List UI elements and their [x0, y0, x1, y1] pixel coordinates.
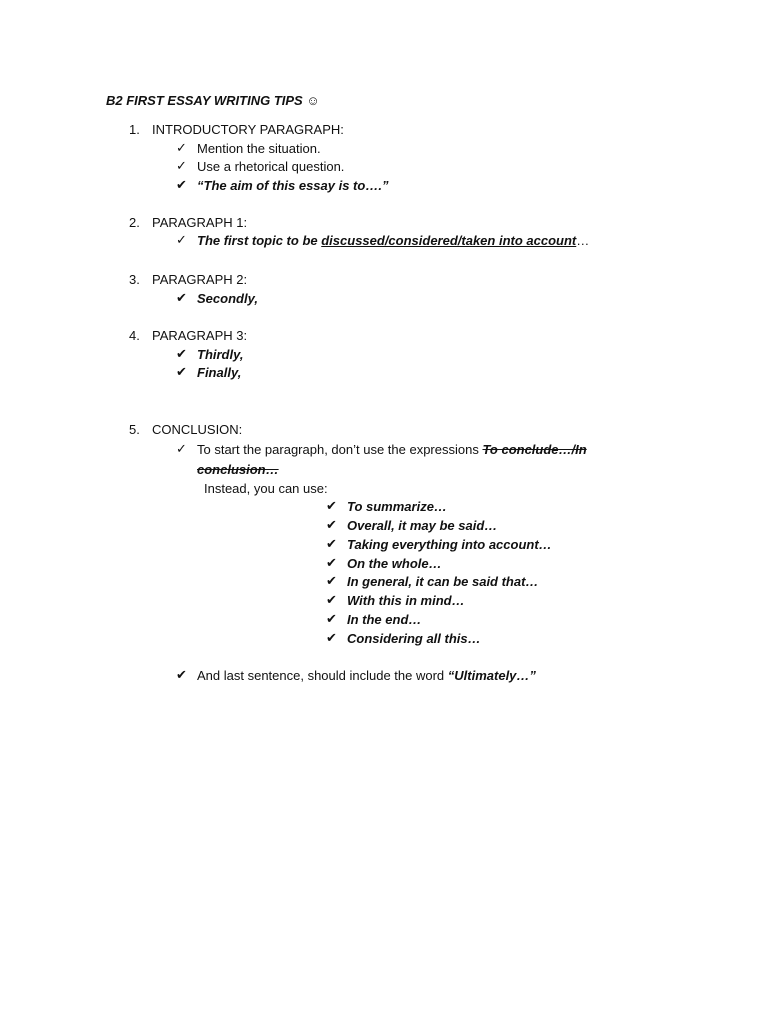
check-icon: ✔: [176, 365, 187, 380]
check-icon: ✔: [326, 537, 337, 552]
last-line-text: And last sentence, should include the word: [197, 668, 448, 683]
alternative-item: Overall, it may be said…: [347, 518, 498, 533]
section-5-start-text: To start the paragraph, don’t use the expressions: [197, 442, 483, 457]
instead-text: Instead, you can use:: [204, 481, 328, 496]
section-5-last-line: [197, 667, 536, 684]
check-icon: ✓: [176, 233, 187, 248]
alternative-item: To summarize…: [347, 499, 447, 514]
section-1-number: 1.: [129, 122, 140, 137]
alternative-item: In the end…: [347, 612, 422, 627]
section-1-item-2: Use a rhetorical question.: [197, 159, 345, 174]
section-1-heading: INTRODUCTORY PARAGRAPH:: [152, 122, 344, 137]
check-icon: ✓: [176, 141, 187, 156]
alternative-item: With this in mind…: [347, 593, 465, 608]
section-5-number: 5.: [129, 422, 140, 437]
alternative-item: Taking everything into account…: [347, 537, 552, 552]
section-3-item-1: Secondly,: [197, 291, 258, 306]
check-icon: ✔: [176, 291, 187, 306]
section-3-heading: PARAGRAPH 2:: [152, 272, 248, 287]
section-3-number: 3.: [129, 272, 140, 287]
section-1-item-1: Mention the situation.: [197, 141, 321, 156]
struck-expression-1: To conclude…/In: [482, 442, 587, 457]
section-1-item-3: “The aim of this essay is to….”: [197, 178, 389, 193]
section-2-item-prefix: The first topic to be: [197, 233, 322, 248]
struck-expression-2: conclusion…: [197, 462, 279, 477]
section-4-item-1: Thirdly,: [197, 347, 244, 362]
section-2-item-underlined: discussed/considered/taken into account: [321, 233, 577, 248]
check-icon: ✔: [326, 556, 337, 571]
section-2-heading: PARAGRAPH 1:: [152, 215, 248, 230]
check-icon: ✔: [326, 631, 337, 646]
alternative-item: On the whole…: [347, 556, 442, 571]
section-5-start-line: [197, 441, 587, 458]
check-icon: ✔: [176, 178, 187, 193]
check-icon: ✓: [176, 159, 187, 174]
check-icon: ✔: [176, 668, 187, 683]
alternative-item: Considering all this…: [347, 631, 481, 646]
section-4-number: 4.: [129, 328, 140, 343]
section-4-item-2: Finally,: [197, 365, 242, 380]
section-5-heading: CONCLUSION:: [152, 422, 243, 437]
section-2-item-1: [197, 232, 589, 249]
last-line-keyword: “Ultimately…”: [447, 668, 536, 683]
check-icon: ✔: [176, 347, 187, 362]
alternative-item: In general, it can be said that…: [347, 574, 539, 589]
check-icon: ✔: [326, 612, 337, 627]
check-icon: ✓: [176, 442, 187, 457]
check-icon: ✔: [326, 593, 337, 608]
section-4-heading: PARAGRAPH 3:: [152, 328, 248, 343]
check-icon: ✔: [326, 499, 337, 514]
section-2-item-suffix: …: [576, 233, 590, 248]
check-icon: ✔: [326, 574, 337, 589]
check-icon: ✔: [326, 518, 337, 533]
section-2-number: 2.: [129, 215, 140, 230]
document-title: B2 FIRST ESSAY WRITING TIPS ☺: [106, 93, 320, 108]
